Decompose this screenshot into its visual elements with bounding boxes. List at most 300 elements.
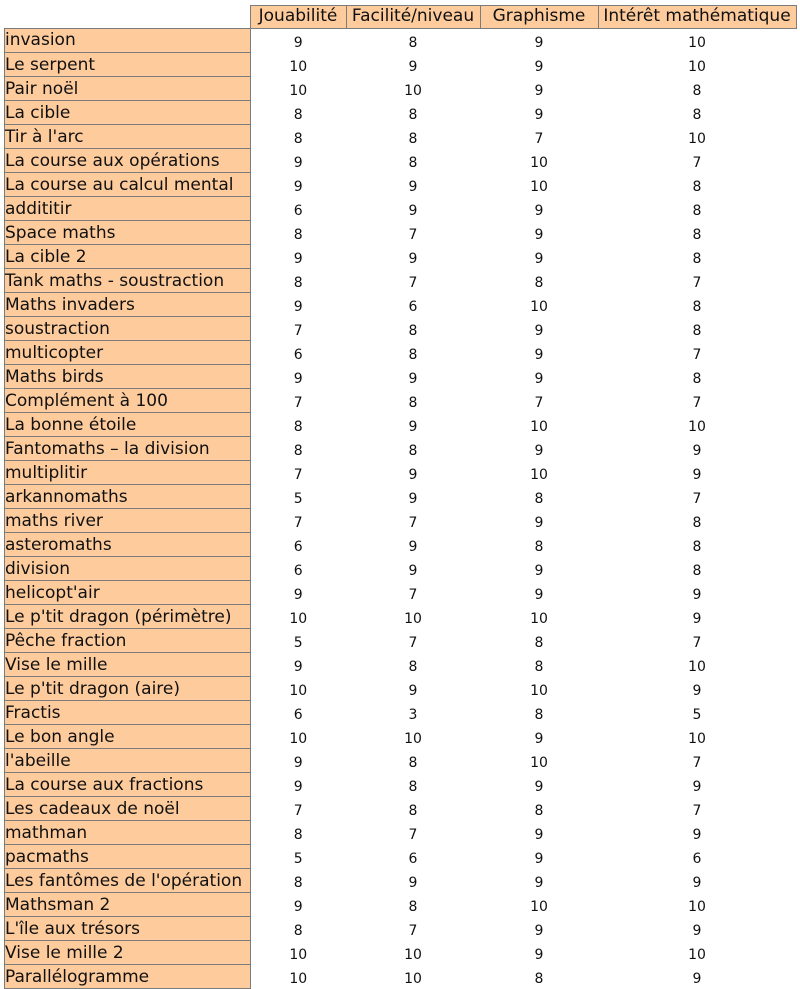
cell-value: 8 (534, 802, 544, 819)
cell-interet[interactable] (598, 533, 796, 557)
col-header-interet[interactable]: Intérêt mathématique (598, 6, 796, 29)
cell-value: 7 (408, 922, 418, 939)
cell-graphisme[interactable] (480, 317, 598, 341)
cell-value: 9 (534, 58, 544, 75)
cell-graphisme[interactable] (480, 917, 598, 941)
row-label[interactable]: invasion (5, 28, 251, 53)
cell-facilite[interactable] (346, 797, 480, 821)
row-label[interactable]: asteromaths (5, 533, 251, 557)
cell-value: 8 (408, 154, 418, 171)
cell-value: 10 (530, 610, 548, 627)
cell-jouabilite[interactable] (250, 28, 346, 53)
cell-jouabilite[interactable] (250, 485, 346, 509)
cell-value: 10 (289, 682, 308, 699)
cell-graphisme[interactable] (480, 605, 598, 629)
cell-graphisme[interactable] (480, 629, 598, 653)
cell-facilite[interactable] (346, 221, 480, 245)
cell-value: 7 (692, 154, 702, 171)
cell-interet[interactable] (598, 28, 796, 53)
cell-graphisme[interactable] (480, 221, 598, 245)
cell-value: 9 (293, 778, 303, 795)
cell-value: 8 (293, 826, 303, 843)
cell-interet[interactable] (598, 413, 796, 437)
table-row (5, 845, 797, 869)
cell-value: 7 (534, 394, 544, 411)
cell-facilite[interactable] (346, 53, 480, 77)
row-label[interactable]: division (5, 557, 251, 581)
cell-value: 9 (408, 370, 418, 387)
cell-facilite[interactable] (346, 533, 480, 557)
cell-facilite[interactable] (346, 749, 480, 773)
cell-jouabilite[interactable] (250, 365, 346, 389)
cell-graphisme[interactable] (480, 893, 598, 917)
cell-value: 9 (534, 442, 544, 459)
cell-value: 8 (534, 970, 544, 987)
cell-value: 7 (692, 274, 702, 291)
cell-graphisme[interactable] (480, 389, 598, 413)
col-header-jouabilite[interactable]: Jouabilité (250, 6, 346, 29)
cell-value: 5 (692, 706, 702, 723)
cell-value: 8 (534, 538, 544, 555)
cell-graphisme[interactable] (480, 77, 598, 101)
cell-interet[interactable] (598, 365, 796, 389)
cell-graphisme[interactable] (480, 749, 598, 773)
cell-facilite[interactable] (346, 77, 480, 101)
cell-value: 9 (534, 82, 544, 99)
cell-graphisme[interactable] (480, 701, 598, 725)
col-header-facilite[interactable]: Facilité/niveau (346, 6, 480, 29)
cell-graphisme[interactable] (480, 581, 598, 605)
row-label[interactable]: mathman (5, 821, 251, 845)
cell-value: 9 (534, 730, 544, 747)
cell-interet[interactable] (598, 389, 796, 413)
cell-graphisme[interactable] (480, 485, 598, 509)
cell-value: 10 (404, 82, 422, 99)
cell-value: 10 (289, 970, 308, 987)
cell-value: 8 (534, 658, 544, 675)
cell-facilite[interactable] (346, 485, 480, 509)
cell-facilite[interactable] (346, 557, 480, 581)
cell-jouabilite[interactable] (250, 317, 346, 341)
cell-graphisme[interactable] (480, 869, 598, 893)
cell-graphisme[interactable] (480, 461, 598, 485)
cell-value: 10 (289, 610, 308, 627)
cell-value: 10 (530, 898, 548, 915)
table-row (5, 797, 797, 821)
cell-jouabilite[interactable] (250, 797, 346, 821)
cell-facilite[interactable] (346, 941, 480, 965)
cell-jouabilite[interactable] (250, 389, 346, 413)
row-label[interactable]: Fractis (5, 701, 251, 725)
cell-jouabilite[interactable] (250, 701, 346, 725)
cell-jouabilite[interactable] (250, 893, 346, 917)
table-row (5, 773, 797, 797)
row-label[interactable]: multiplitir (5, 461, 251, 485)
cell-facilite[interactable] (346, 197, 480, 221)
cell-interet[interactable] (598, 869, 796, 893)
table-body (5, 28, 797, 989)
cell-jouabilite[interactable] (250, 773, 346, 797)
cell-jouabilite[interactable] (250, 101, 346, 125)
cell-value: 9 (534, 250, 544, 267)
row-label[interactable]: maths river (5, 509, 251, 533)
cell-graphisme[interactable] (480, 941, 598, 965)
cell-value: 9 (293, 370, 303, 387)
cell-value: 8 (692, 202, 702, 219)
cell-interet[interactable] (598, 197, 796, 221)
table-row (5, 173, 797, 197)
cell-value: 7 (408, 514, 418, 531)
cell-interet[interactable] (598, 797, 796, 821)
cell-jouabilite[interactable] (250, 341, 346, 365)
cell-graphisme[interactable] (480, 677, 598, 701)
cell-facilite[interactable] (346, 245, 480, 269)
cell-value: 8 (408, 394, 418, 411)
cell-value: 8 (692, 562, 702, 579)
cell-facilite[interactable] (346, 821, 480, 845)
table-row (5, 149, 797, 173)
cell-value: 10 (289, 82, 308, 99)
row-label[interactable]: Fantomaths – la division (5, 437, 251, 461)
row-label[interactable]: Pair noël (5, 77, 251, 101)
cell-interet[interactable] (598, 221, 796, 245)
cell-graphisme[interactable] (480, 101, 598, 125)
cell-value: 9 (534, 34, 544, 51)
cell-jouabilite[interactable] (250, 605, 346, 629)
cell-graphisme[interactable] (480, 821, 598, 845)
cell-jouabilite[interactable] (250, 629, 346, 653)
cell-value: 6 (408, 850, 418, 867)
cell-facilite[interactable] (346, 125, 480, 149)
cell-jouabilite[interactable] (250, 245, 346, 269)
cell-interet[interactable] (598, 701, 796, 725)
cell-jouabilite[interactable] (250, 965, 346, 989)
cell-value: 9 (293, 754, 303, 771)
cell-graphisme[interactable] (480, 341, 598, 365)
cell-interet[interactable] (598, 125, 796, 149)
row-label[interactable]: Les cadeaux de noël (5, 797, 251, 821)
cell-graphisme[interactable] (480, 725, 598, 749)
cell-facilite[interactable] (346, 293, 480, 317)
cell-jouabilite[interactable] (250, 557, 346, 581)
cell-jouabilite[interactable] (250, 821, 346, 845)
cell-jouabilite[interactable] (250, 917, 346, 941)
cell-value: 9 (534, 562, 544, 579)
table-row (5, 533, 797, 557)
cell-graphisme[interactable] (480, 533, 598, 557)
cell-jouabilite[interactable] (250, 53, 346, 77)
cell-value: 8 (534, 706, 544, 723)
col-header-graphisme[interactable]: Graphisme (480, 6, 598, 29)
cell-facilite[interactable] (346, 413, 480, 437)
cell-interet[interactable] (598, 53, 796, 77)
cell-graphisme[interactable] (480, 653, 598, 677)
cell-jouabilite[interactable] (250, 653, 346, 677)
table-row (5, 341, 797, 365)
row-label[interactable]: Le serpent (5, 53, 251, 77)
row-label[interactable]: Space maths (5, 221, 251, 245)
cell-facilite[interactable] (346, 28, 480, 53)
table-row (5, 821, 797, 845)
cell-graphisme[interactable] (480, 509, 598, 533)
cell-value: 7 (692, 346, 702, 363)
cell-jouabilite[interactable] (250, 293, 346, 317)
cell-facilite[interactable] (346, 677, 480, 701)
cell-interet[interactable] (598, 917, 796, 941)
row-label[interactable]: Parallélogramme (5, 965, 251, 989)
cell-jouabilite[interactable] (250, 581, 346, 605)
row-label[interactable]: La bonne étoile (5, 413, 251, 437)
cell-facilite[interactable] (346, 101, 480, 125)
cell-jouabilite[interactable] (250, 461, 346, 485)
cell-value: 8 (408, 754, 418, 771)
table-row (5, 101, 797, 125)
cell-jouabilite[interactable] (250, 533, 346, 557)
cell-interet[interactable] (598, 341, 796, 365)
cell-value: 8 (408, 898, 418, 915)
cell-jouabilite[interactable] (250, 749, 346, 773)
row-label[interactable]: La cible (5, 101, 251, 125)
cell-facilite[interactable] (346, 389, 480, 413)
cell-facilite[interactable] (346, 365, 480, 389)
cell-jouabilite[interactable] (250, 845, 346, 869)
cell-interet[interactable] (598, 773, 796, 797)
row-label[interactable]: La cible 2 (5, 245, 251, 269)
cell-graphisme[interactable] (480, 125, 598, 149)
cell-value: 10 (530, 178, 548, 195)
table-row (5, 509, 797, 533)
cell-interet[interactable] (598, 149, 796, 173)
cell-graphisme[interactable] (480, 245, 598, 269)
cell-interet[interactable] (598, 965, 796, 989)
cell-graphisme[interactable] (480, 797, 598, 821)
cell-value: 9 (408, 562, 418, 579)
cell-value: 9 (293, 178, 303, 195)
cell-facilite[interactable] (346, 461, 480, 485)
cell-interet[interactable] (598, 293, 796, 317)
cell-facilite[interactable] (346, 965, 480, 989)
row-label[interactable]: Tir à l'arc (5, 125, 251, 149)
cell-facilite[interactable] (346, 173, 480, 197)
row-label[interactable]: l'abeille (5, 749, 251, 773)
cell-graphisme[interactable] (480, 413, 598, 437)
cell-value: 7 (293, 394, 303, 411)
cell-graphisme[interactable] (480, 173, 598, 197)
cell-facilite[interactable] (346, 269, 480, 293)
table-row (5, 197, 797, 221)
cell-graphisme[interactable] (480, 365, 598, 389)
cell-facilite[interactable] (346, 149, 480, 173)
cell-interet[interactable] (598, 677, 796, 701)
cell-interet[interactable] (598, 725, 796, 749)
table-row (5, 269, 797, 293)
row-label[interactable]: multicopter (5, 341, 251, 365)
cell-jouabilite[interactable] (250, 77, 346, 101)
table-row (5, 389, 797, 413)
cell-interet[interactable] (598, 245, 796, 269)
row-label[interactable]: La course aux fractions (5, 773, 251, 797)
row-label[interactable]: pacmaths (5, 845, 251, 869)
cell-jouabilite[interactable] (250, 509, 346, 533)
cell-facilite[interactable] (346, 725, 480, 749)
cell-facilite[interactable] (346, 581, 480, 605)
cell-value: 10 (289, 730, 308, 747)
table-row (5, 869, 797, 893)
cell-facilite[interactable] (346, 629, 480, 653)
cell-value: 8 (408, 130, 418, 147)
cell-interet[interactable] (598, 437, 796, 461)
cell-jouabilite[interactable] (250, 125, 346, 149)
cell-interet[interactable] (598, 485, 796, 509)
cell-graphisme[interactable] (480, 773, 598, 797)
cell-interet[interactable] (598, 269, 796, 293)
cell-interet[interactable] (598, 101, 796, 125)
cell-graphisme[interactable] (480, 437, 598, 461)
row-label[interactable]: Maths birds (5, 365, 251, 389)
cell-value: 7 (293, 514, 303, 531)
cell-interet[interactable] (598, 581, 796, 605)
cell-value: 8 (408, 346, 418, 363)
cell-interet[interactable] (598, 893, 796, 917)
cell-value: 8 (408, 778, 418, 795)
cell-value: 9 (408, 490, 418, 507)
cell-graphisme[interactable] (480, 53, 598, 77)
row-label[interactable]: La course au calcul mental (5, 173, 251, 197)
cell-graphisme[interactable] (480, 557, 598, 581)
cell-interet[interactable] (598, 605, 796, 629)
cell-jouabilite[interactable] (250, 677, 346, 701)
cell-facilite[interactable] (346, 869, 480, 893)
row-label[interactable]: Maths invaders (5, 293, 251, 317)
cell-value: 9 (534, 850, 544, 867)
cell-jouabilite[interactable] (250, 869, 346, 893)
cell-value: 9 (692, 466, 702, 483)
cell-interet[interactable] (598, 821, 796, 845)
cell-value: 9 (692, 970, 702, 987)
cell-value: 8 (293, 442, 303, 459)
cell-value: 6 (408, 298, 418, 315)
cell-graphisme[interactable] (480, 965, 598, 989)
row-label[interactable]: Pêche fraction (5, 629, 251, 653)
cell-jouabilite[interactable] (250, 437, 346, 461)
cell-jouabilite[interactable] (250, 941, 346, 965)
cell-jouabilite[interactable] (250, 413, 346, 437)
row-label[interactable]: Les fantômes de l'opération (5, 869, 251, 893)
cell-facilite[interactable] (346, 773, 480, 797)
cell-value: 6 (692, 850, 702, 867)
cell-interet[interactable] (598, 317, 796, 341)
cell-value: 9 (692, 442, 702, 459)
cell-facilite[interactable] (346, 317, 480, 341)
cell-interet[interactable] (598, 77, 796, 101)
table-row (5, 221, 797, 245)
cell-graphisme[interactable] (480, 149, 598, 173)
cell-facilite[interactable] (346, 605, 480, 629)
row-label[interactable]: Le p'tit dragon (aire) (5, 677, 251, 701)
cell-graphisme[interactable] (480, 28, 598, 53)
row-label[interactable]: Le p'tit dragon (périmètre) (5, 605, 251, 629)
cell-interet[interactable] (598, 941, 796, 965)
cell-facilite[interactable] (346, 653, 480, 677)
cell-jouabilite[interactable] (250, 173, 346, 197)
cell-facilite[interactable] (346, 701, 480, 725)
row-label[interactable]: Tank maths - soustraction (5, 269, 251, 293)
cell-value: 8 (408, 106, 418, 123)
row-label[interactable]: Le bon angle (5, 725, 251, 749)
cell-jouabilite[interactable] (250, 149, 346, 173)
cell-facilite[interactable] (346, 893, 480, 917)
cell-interet[interactable] (598, 557, 796, 581)
cell-interet[interactable] (598, 845, 796, 869)
cell-facilite[interactable] (346, 917, 480, 941)
cell-value: 10 (530, 298, 548, 315)
cell-jouabilite[interactable] (250, 197, 346, 221)
cell-value: 9 (293, 250, 303, 267)
cell-facilite[interactable] (346, 341, 480, 365)
cell-jouabilite[interactable] (250, 725, 346, 749)
table-row (5, 917, 797, 941)
cell-value: 8 (692, 538, 702, 555)
row-label[interactable]: helicopt'air (5, 581, 251, 605)
cell-value: 9 (534, 202, 544, 219)
table-row (5, 125, 797, 149)
cell-value: 8 (408, 34, 418, 51)
cell-graphisme[interactable] (480, 197, 598, 221)
cell-graphisme[interactable] (480, 293, 598, 317)
cell-interet[interactable] (598, 173, 796, 197)
cell-value: 10 (404, 730, 422, 747)
cell-value: 7 (692, 754, 702, 771)
cell-interet[interactable] (598, 509, 796, 533)
cell-value: 10 (688, 418, 706, 435)
row-label[interactable]: Mathsman 2 (5, 893, 251, 917)
cell-interet[interactable] (598, 629, 796, 653)
row-label[interactable]: L'île aux trésors (5, 917, 251, 941)
cell-value: 8 (692, 514, 702, 531)
row-label[interactable]: arkannomaths (5, 485, 251, 509)
cell-value: 8 (692, 298, 702, 315)
cell-interet[interactable] (598, 653, 796, 677)
row-label[interactable]: Complément à 100 (5, 389, 251, 413)
cell-facilite[interactable] (346, 845, 480, 869)
cell-jouabilite[interactable] (250, 221, 346, 245)
cell-value: 9 (534, 874, 544, 891)
row-label[interactable]: Vise le mille 2 (5, 941, 251, 965)
cell-interet[interactable] (598, 461, 796, 485)
cell-value: 9 (692, 682, 702, 699)
cell-facilite[interactable] (346, 437, 480, 461)
cell-interet[interactable] (598, 749, 796, 773)
cell-graphisme[interactable] (480, 845, 598, 869)
row-label[interactable]: La course aux opérations (5, 149, 251, 173)
cell-value: 8 (534, 274, 544, 291)
cell-value: 9 (534, 922, 544, 939)
cell-value: 5 (293, 490, 303, 507)
cell-graphisme[interactable] (480, 269, 598, 293)
table-row (5, 413, 797, 437)
cell-value: 9 (534, 514, 544, 531)
table-row (5, 317, 797, 341)
row-label[interactable]: Vise le mille (5, 653, 251, 677)
cell-value: 6 (293, 202, 303, 219)
cell-value: 10 (688, 946, 706, 963)
cell-facilite[interactable] (346, 509, 480, 533)
row-label[interactable]: addititir (5, 197, 251, 221)
cell-value: 9 (534, 946, 544, 963)
row-label[interactable]: soustraction (5, 317, 251, 341)
cell-value: 7 (293, 322, 303, 339)
cell-jouabilite[interactable] (250, 269, 346, 293)
